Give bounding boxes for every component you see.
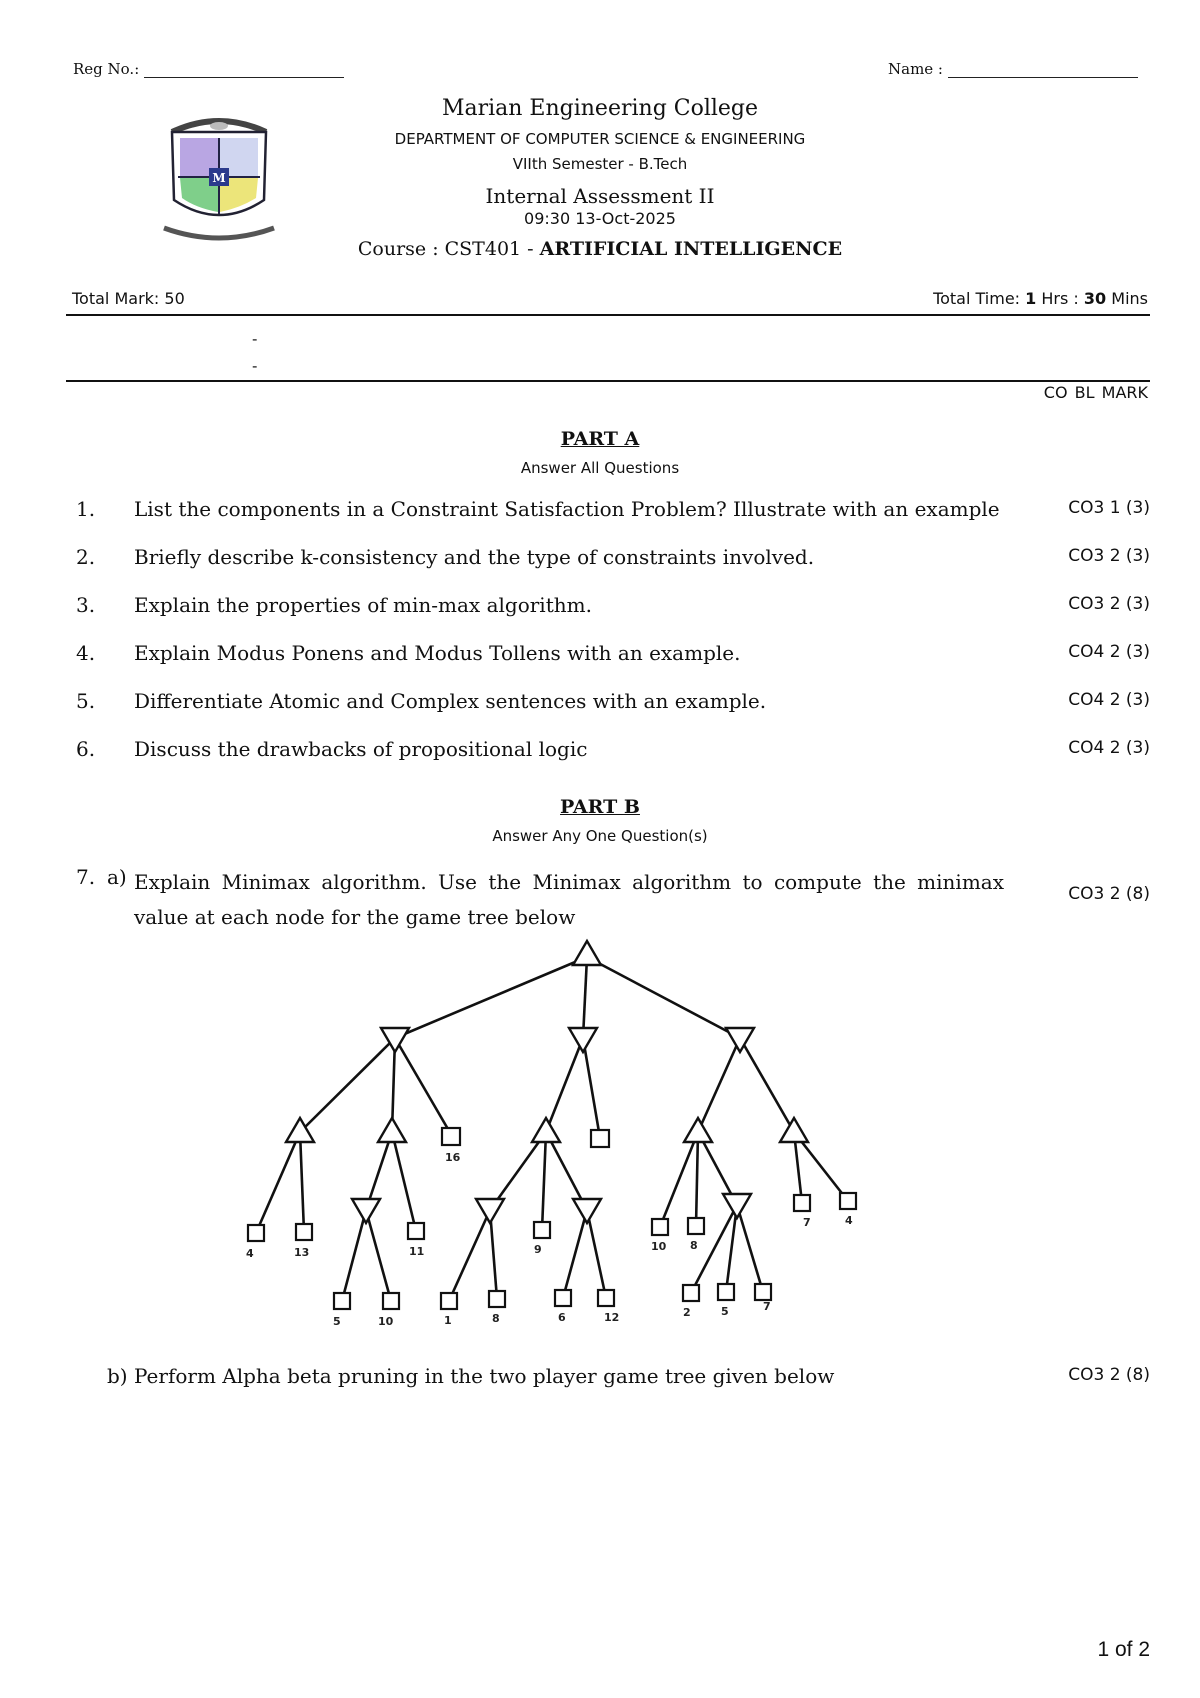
question-co-bl	[990, 498, 1150, 518]
total-mark	[72, 289, 185, 308]
leaf-value: 9	[534, 1243, 542, 1256]
question-co: CO3	[1068, 884, 1105, 904]
question-co-bl	[990, 738, 1150, 758]
mins-value: 30	[1083, 289, 1107, 308]
leaf-value: 6	[558, 1311, 566, 1324]
question-co-bl	[990, 642, 1150, 662]
leaf-box	[794, 1195, 810, 1211]
question-7a-line-1: Explain Minimax algorithm. Use the Minimax algorithm to compute the minimax	[134, 870, 1004, 894]
exam-datetime: 09:30 13-Oct-2025	[524, 209, 676, 228]
min-node	[352, 1199, 380, 1223]
min-node	[723, 1194, 751, 1218]
leaf-value: 10	[378, 1315, 394, 1328]
leaf-value: 2	[683, 1306, 691, 1319]
question-7a-line-2: value at each node for the game tree below	[134, 905, 576, 929]
col-mark: MARK	[1101, 383, 1148, 402]
question-text: Discuss the drawbacks of propositional logic	[134, 737, 588, 761]
leaf-box	[489, 1291, 505, 1307]
leaf-box	[383, 1293, 399, 1309]
leaf-value: 4	[845, 1214, 853, 1227]
divider-bottom	[66, 380, 1150, 382]
leaf-box	[840, 1193, 856, 1209]
question-bl-mark: 2 (8)	[1109, 1365, 1150, 1385]
leaf-box	[248, 1225, 264, 1241]
max-node	[780, 1118, 808, 1142]
part-a-title: PART A	[560, 428, 640, 450]
max-nodes	[286, 941, 808, 1142]
leaf-value: 4	[246, 1247, 254, 1260]
max-node	[532, 1118, 560, 1142]
question-bl-mark: 2 (3)	[1109, 642, 1150, 662]
question-bl-mark: 2 (3)	[1109, 738, 1150, 758]
leaf-box	[591, 1130, 609, 1147]
question-number: 1.	[76, 497, 96, 521]
leaf-value: 11	[409, 1245, 425, 1258]
part-a-instruction: Answer All Questions	[520, 459, 680, 477]
question-co: CO4	[1068, 690, 1105, 710]
question-7b-label: b)	[107, 1364, 128, 1388]
leaf-value: 7	[803, 1216, 811, 1229]
question-bl-mark: 2 (3)	[1109, 546, 1150, 566]
total-mark-value: 50	[164, 289, 185, 308]
question-co: CO3	[1068, 546, 1105, 566]
question-number: 3.	[76, 593, 96, 617]
leaf-box	[718, 1284, 734, 1300]
name-field	[888, 60, 1138, 78]
logo-initial: M	[212, 171, 226, 185]
question-number: 6.	[76, 737, 96, 761]
leaf-value: 7	[763, 1300, 771, 1313]
question-number: 2.	[76, 545, 96, 569]
leaf-value: 13	[294, 1246, 310, 1259]
leaf-value: 8	[492, 1312, 500, 1325]
question-7-number: 7.	[76, 865, 96, 889]
mins-label: Mins	[1111, 289, 1148, 308]
dash-1: -	[252, 330, 258, 348]
total-mark-label: Total Mark:	[72, 289, 160, 308]
leaf-value: 5	[721, 1305, 729, 1318]
question-co-bl	[990, 546, 1150, 566]
page-number: 1 of 2	[1097, 1638, 1150, 1661]
reg-no-label: Reg No.:	[73, 60, 140, 78]
question-text: List the components in a Constraint Satisfaction Problem? Illustrate with an example	[134, 497, 1000, 521]
col-bl: BL	[1074, 383, 1095, 402]
col-co: CO	[1043, 383, 1068, 402]
hrs-label: Hrs :	[1041, 289, 1079, 308]
leaf-box	[688, 1218, 704, 1234]
department-name: DEPARTMENT OF COMPUTER SCIENCE & ENGINEERING	[394, 130, 806, 148]
question-co-bl	[990, 690, 1150, 710]
question-text: Differentiate Atomic and Complex sentences with an example.	[134, 689, 767, 713]
hrs-value: 1	[1025, 289, 1037, 308]
leaf-box	[408, 1223, 424, 1239]
question-co: CO3	[1068, 498, 1105, 518]
leaf-box	[334, 1293, 350, 1309]
question-text: Explain the properties of min-max algorithm.	[134, 593, 592, 617]
part-b-title: PART B	[560, 796, 640, 818]
dash-2: -	[252, 357, 258, 375]
reg-no-line	[144, 61, 344, 78]
total-time	[933, 289, 1148, 308]
leaf-value: 1	[444, 1314, 452, 1327]
min-node	[573, 1199, 601, 1223]
question-number: 4.	[76, 641, 96, 665]
question-7a-text	[134, 865, 1004, 935]
max-node	[573, 941, 601, 965]
name-label: Name :	[888, 60, 943, 78]
leaf-box	[296, 1224, 312, 1240]
leaf-value: 8	[690, 1239, 698, 1252]
college-name: Marian Engineering College	[441, 96, 759, 121]
question-7a-label: a)	[107, 865, 127, 889]
course-prefix: Course : CST401 -	[357, 238, 540, 260]
question-bl-mark: 2 (8)	[1109, 884, 1150, 904]
exam-title: Internal Assessment II	[485, 184, 715, 208]
max-node	[684, 1118, 712, 1142]
leaf-box	[441, 1293, 457, 1309]
course-title	[0, 238, 1200, 260]
question-7b-co-bl	[990, 1365, 1150, 1385]
divider-top	[66, 314, 1150, 316]
min-node	[476, 1199, 504, 1223]
leaf-box	[534, 1222, 550, 1238]
question-number: 5.	[76, 689, 96, 713]
leaf-value: 12	[604, 1311, 620, 1324]
column-headers	[1044, 383, 1148, 402]
question-co: CO3	[1068, 1365, 1105, 1385]
question-7b-text: Perform Alpha beta pruning in the two player game tree given below	[134, 1364, 835, 1388]
question-co: CO4	[1068, 738, 1105, 758]
leaf-box	[598, 1290, 614, 1306]
question-text: Briefly describe k-consistency and the type of constraints involved.	[134, 545, 815, 569]
question-co-bl	[990, 594, 1150, 614]
semester: VIIth Semester - B.Tech	[512, 155, 688, 173]
leaf-box	[555, 1290, 571, 1306]
reg-no-field	[73, 60, 344, 78]
question-co: CO3	[1068, 594, 1105, 614]
leaf-value: 5	[333, 1315, 341, 1328]
question-bl-mark: 2 (3)	[1109, 594, 1150, 614]
min-node	[569, 1028, 597, 1052]
question-text: Explain Modus Ponens and Modus Tollens with an example.	[134, 641, 741, 665]
leaf-value: 10	[651, 1240, 667, 1253]
leaf-boxes	[248, 1128, 856, 1309]
max-node	[378, 1118, 406, 1142]
name-line	[948, 61, 1138, 78]
leaf-value: 16	[445, 1151, 461, 1164]
leaf-box	[442, 1128, 460, 1145]
question-7a-co-bl	[990, 884, 1150, 904]
part-b-instruction: Answer Any One Question(s)	[492, 827, 708, 845]
question-bl-mark: 2 (3)	[1109, 690, 1150, 710]
leaf-box	[652, 1219, 668, 1235]
course-name: ARTIFICIAL INTELLIGENCE	[539, 238, 843, 260]
game-tree-figure	[240, 935, 880, 1335]
question-bl-mark: 1 (3)	[1109, 498, 1150, 518]
leaf-box	[755, 1284, 771, 1300]
total-time-label: Total Time:	[933, 289, 1021, 308]
question-co: CO4	[1068, 642, 1105, 662]
leaf-box	[683, 1285, 699, 1301]
min-node	[726, 1028, 754, 1052]
